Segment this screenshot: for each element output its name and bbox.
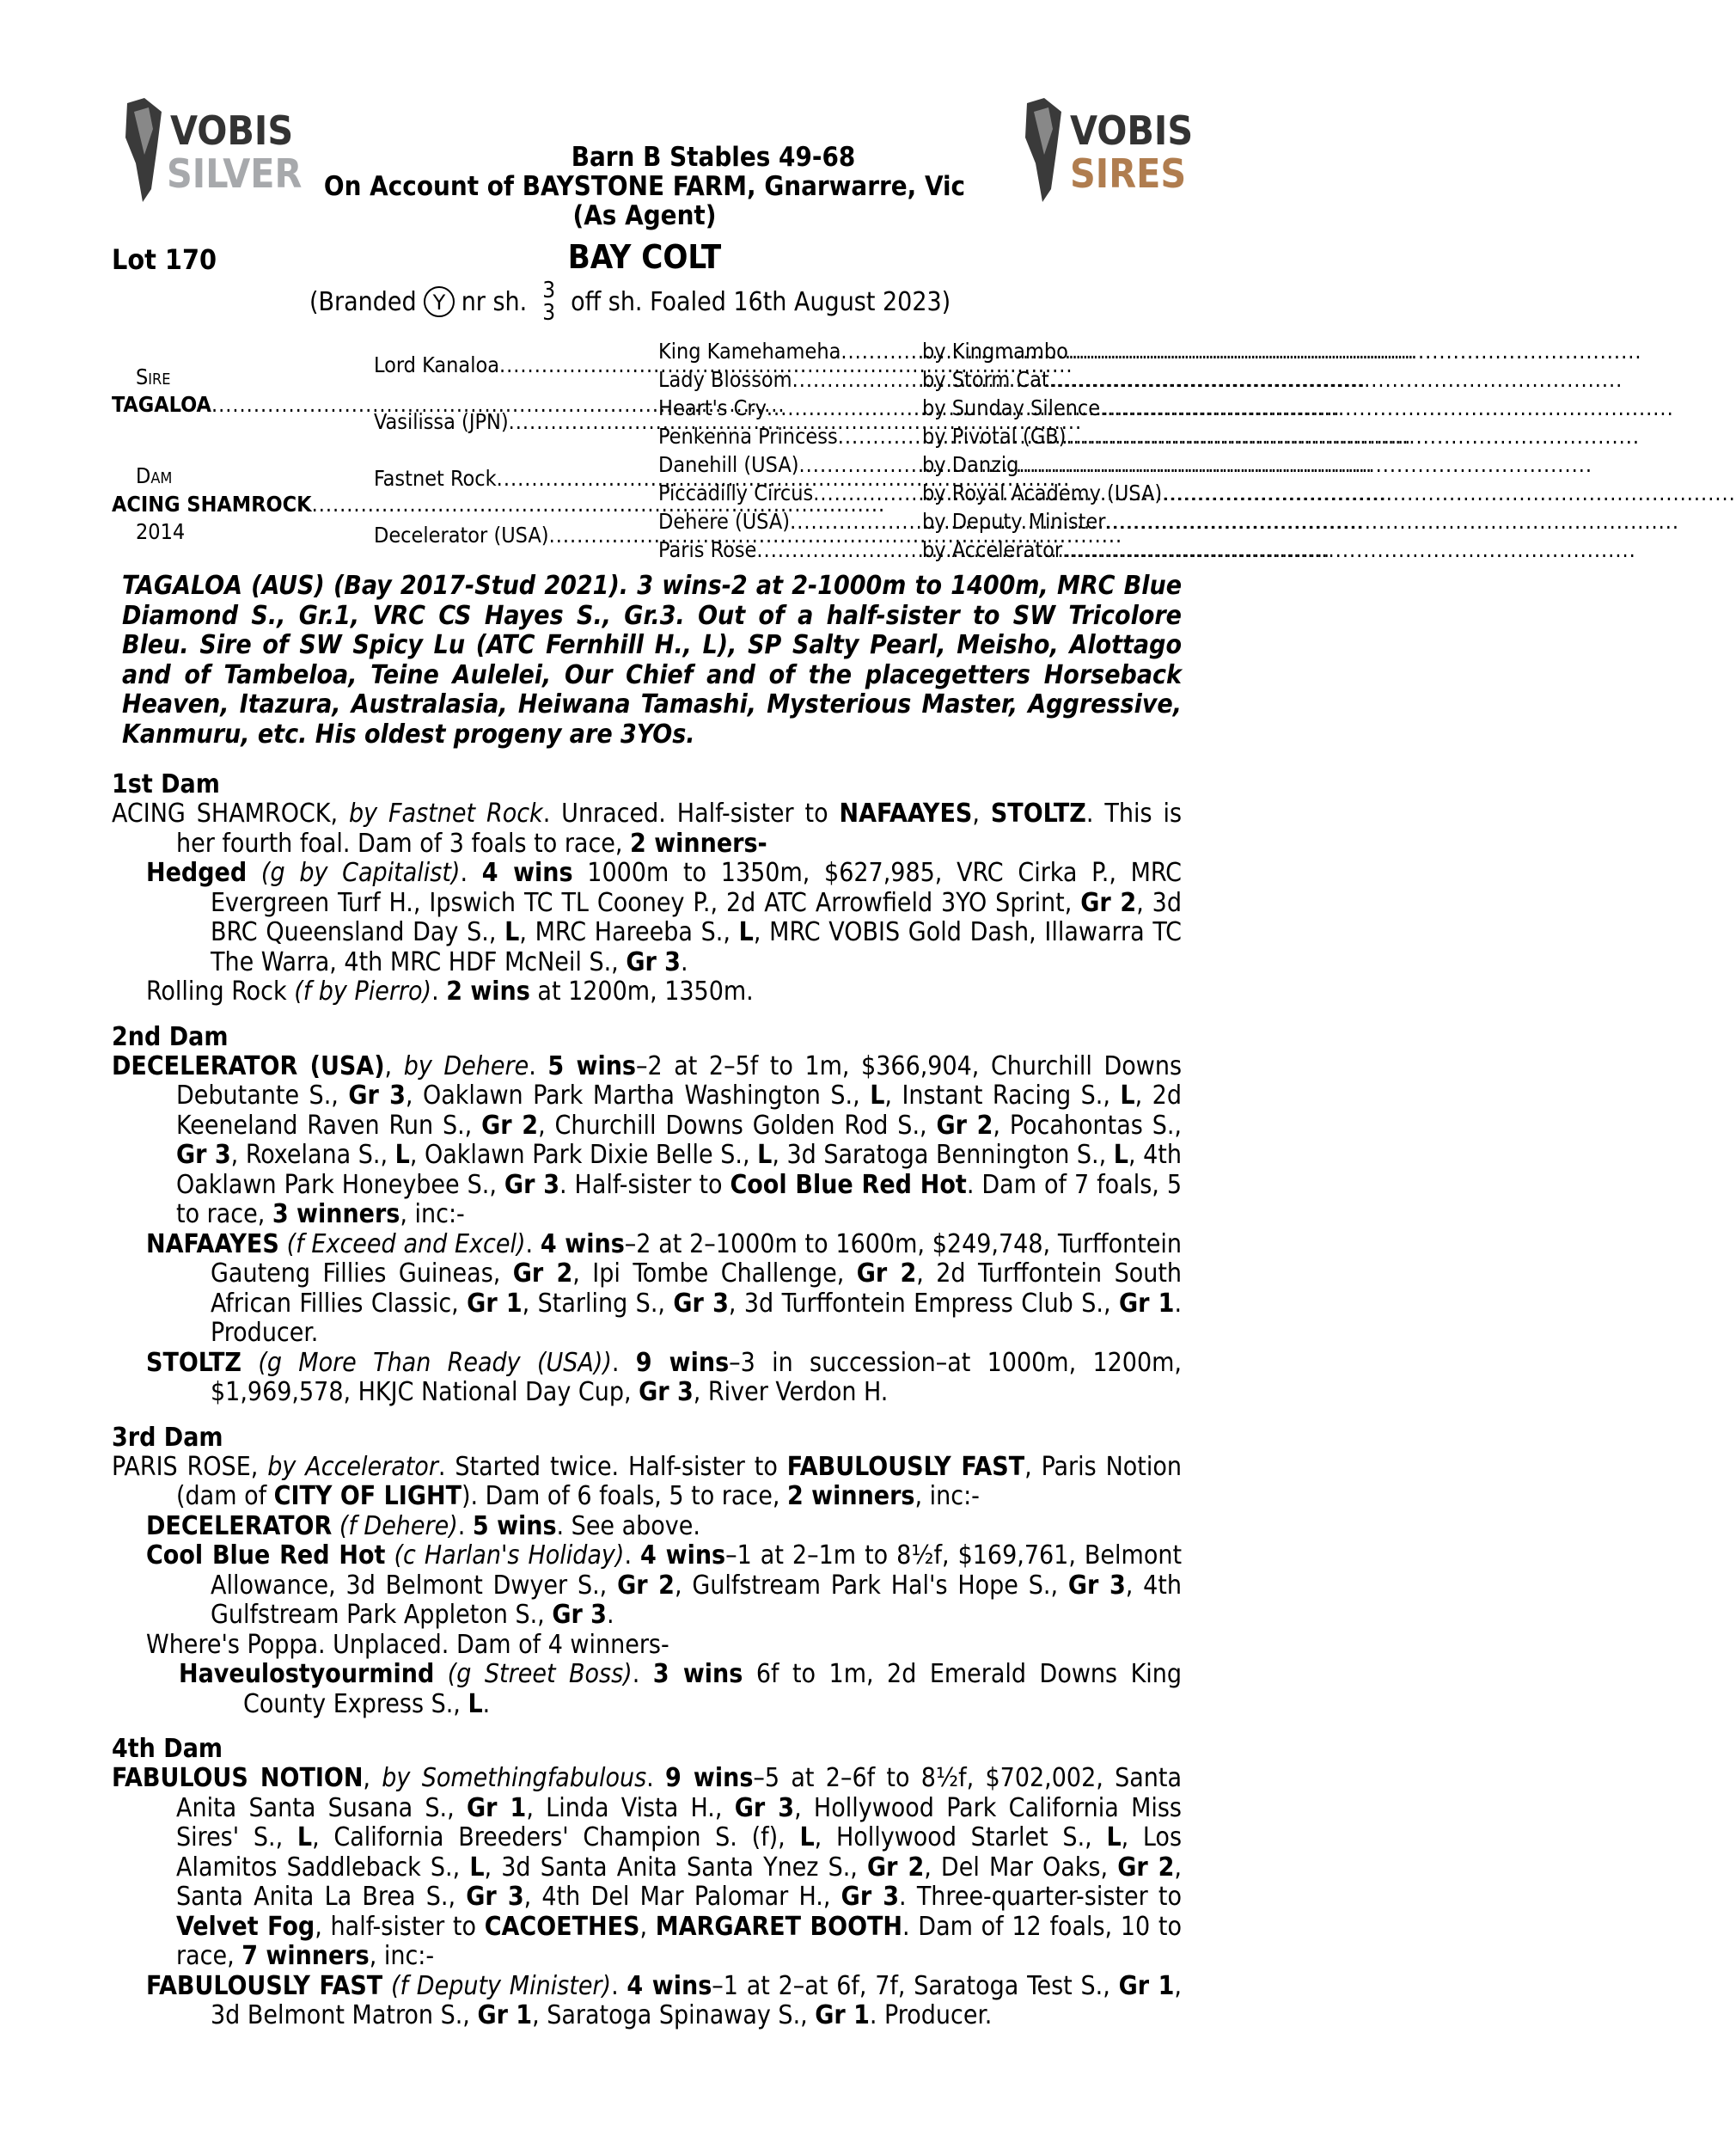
bold-text: Gr 2 bbox=[867, 1852, 925, 1883]
logo-text: VOBIS bbox=[170, 107, 294, 154]
bold-text: STOLTZ bbox=[146, 1347, 242, 1378]
bold-text: FABULOUSLY FAST bbox=[146, 1970, 383, 2001]
bold-text: 4 wins bbox=[627, 1970, 712, 2001]
bold-text: Cool Blue Red Hot bbox=[146, 1540, 386, 1570]
text: . bbox=[457, 1510, 473, 1541]
logo-text: SILVER bbox=[167, 150, 303, 197]
bold-text: Gr 2 bbox=[481, 1110, 539, 1141]
bold-text: Gr 3 bbox=[734, 1792, 795, 1823]
brand-suffix: off sh. Foaled 16th August 2023) bbox=[571, 286, 951, 317]
sire-summary: TAGALOA (AUS) (Bay 2017-Stud 2021). 3 wins-2 at 2-1000m to 1400m, MRC Blue Diamond S., Gr.1, VRC CS Hayes S., Gr.3. Out of a half-sister to SW Tricolore Bleu. Sire of SW Spicy Lu (ATC Fernhill H., L), SP Salty Pearl, Meisho, Alottago and of Tambeloa, Teine Aulelei, Our Chief and of the placegetters Horseback Heaven, Itazura, Australasia, Heiwana Tamashi, Mysterious Master, Aggressive, Kanmuru, etc. His oldest progeny are 3YOs. bbox=[122, 571, 1182, 750]
bold-text: L bbox=[394, 1140, 410, 1170]
brand-line bbox=[309, 279, 951, 324]
progeny-entry bbox=[112, 1631, 1182, 1661]
bold-text: Haveulostyourmind bbox=[179, 1659, 435, 1689]
bold-text: Gr 1 bbox=[467, 1288, 523, 1319]
text: –2 at 2–1000m to 1600m, $249,748, Turffontein Gauteng Fillies Guineas, bbox=[211, 1228, 1182, 1289]
pedigree-great-grandparent: Heart's Cry ..... bbox=[658, 394, 920, 422]
pedigree-great-grandparent: Penkenna Princess ..... bbox=[658, 422, 920, 450]
bold-text: 3 winners bbox=[272, 1199, 400, 1229]
text: , 3d Belmont Matron S., bbox=[211, 1970, 1182, 2030]
text: . bbox=[680, 946, 688, 977]
bold-text: DECELERATOR bbox=[146, 1510, 333, 1541]
dam-entry bbox=[112, 1764, 1182, 1972]
text: , MRC VOBIS Gold Dash, Illawarra TC The Warra, 4th MRC HDF McNeil S., bbox=[211, 917, 1182, 977]
bold-text: Gr 3 bbox=[626, 946, 681, 977]
text: . bbox=[632, 1659, 653, 1689]
bold-text: DECELERATOR (USA) bbox=[112, 1050, 385, 1081]
section-heading: 4th Dam bbox=[112, 1734, 223, 1764]
progeny-entry bbox=[112, 1660, 1182, 1719]
italic-text: (g More Than Ready (USA)) bbox=[258, 1347, 612, 1378]
bold-text: Gr 2 bbox=[617, 1570, 675, 1601]
section-heading: 2nd Dam bbox=[112, 1021, 229, 1052]
bold-text: 2 winners bbox=[787, 1481, 915, 1511]
bold-text: CACOETHES bbox=[484, 1911, 640, 1942]
pedigree-grandparent: Decelerator (USA) ..... bbox=[374, 521, 639, 549]
pedigree-great-grandparent: Danehill (USA) ..... bbox=[658, 450, 920, 479]
text: . bbox=[525, 1228, 541, 1259]
text: . Three-quarter-sister to bbox=[899, 1882, 1183, 1912]
brand-prefix: (Branded bbox=[309, 286, 417, 317]
text bbox=[241, 1348, 258, 1378]
text: , Instant Racing S., bbox=[884, 1081, 1121, 1111]
text: , Hollywood Starlet S., bbox=[814, 1822, 1107, 1852]
italic-text: (c Harlan's Holiday) bbox=[394, 1540, 625, 1570]
bold-text: Gr 1 bbox=[1118, 1288, 1175, 1319]
text: , bbox=[639, 1911, 656, 1942]
text: , Paris Notion (dam of bbox=[176, 1451, 1182, 1511]
text: . This is her fourth foal. Dam of 3 foals to race, bbox=[176, 799, 1183, 859]
text: Rolling Rock bbox=[146, 977, 295, 1007]
italic-text: (g Street Boss) bbox=[447, 1659, 633, 1689]
bold-text: 5 wins bbox=[472, 1510, 557, 1541]
section-heading: 3rd Dam bbox=[112, 1422, 223, 1453]
bold-text: Gr 1 bbox=[1118, 1970, 1175, 2001]
section-heading: 1st Dam bbox=[112, 769, 220, 799]
pedigree-great-grandparent: Piccadilly Circus ..... bbox=[658, 479, 920, 507]
pedigree-sire-of: by Sunday Silence ..... bbox=[922, 394, 1177, 422]
italic-text: (f Exceed and Excel) bbox=[286, 1228, 526, 1259]
text: , Starling S., bbox=[522, 1288, 674, 1319]
dam-year: 2014 bbox=[136, 519, 186, 544]
italic-text: by Somethingfabulous bbox=[382, 1763, 647, 1793]
pedigree-table bbox=[112, 337, 1195, 564]
text: . bbox=[529, 1050, 548, 1081]
bold-text: Gr 2 bbox=[1080, 887, 1137, 918]
pedigree-grandparent: Fastnet Rock ..... bbox=[374, 464, 639, 493]
text: . Producer. bbox=[869, 2000, 993, 2030]
frac-top: 3 bbox=[542, 278, 556, 303]
pedigree-sire-of: by Deputy Minister ..... bbox=[922, 507, 1177, 536]
bold-text: 4 wins bbox=[481, 858, 573, 888]
bold-text: L bbox=[1113, 1140, 1128, 1170]
text: . bbox=[460, 858, 482, 888]
bold-text: Gr 3 bbox=[504, 1169, 559, 1200]
bold-text: 2 winners- bbox=[630, 828, 767, 859]
bold-text: FABULOUS NOTION bbox=[112, 1763, 364, 1793]
bold-text: Hedged bbox=[146, 858, 248, 888]
bold-text: L bbox=[468, 1688, 483, 1719]
text: PARIS ROSE, bbox=[112, 1451, 268, 1482]
text: , 3d BRC Queensland Day S., bbox=[211, 887, 1182, 947]
bold-text: Gr 3 bbox=[466, 1882, 524, 1912]
bold-text: Gr 3 bbox=[639, 1377, 694, 1407]
bold-text: MARGARET BOOTH bbox=[655, 1911, 903, 1942]
text: , 4th Oaklawn Park Honeybee S., bbox=[176, 1140, 1182, 1200]
bold-text: Gr 3 bbox=[552, 1600, 607, 1630]
header-vendor: On Account of BAYSTONE FARM, Gnarwarre, Vic bbox=[323, 171, 966, 202]
text: –2 at 2–5f to 1m, $366,904, Churchill Downs Debutante S., bbox=[176, 1050, 1183, 1111]
progeny-entry bbox=[112, 1230, 1182, 1349]
bold-text: 7 winners bbox=[241, 1941, 370, 1971]
text: . Unraced. Half-sister to bbox=[542, 799, 840, 829]
text: , River Verdon H. bbox=[693, 1377, 889, 1407]
text: , 3d Santa Anita Santa Ynez S., bbox=[484, 1852, 868, 1883]
text: , Los Alamitos Saddleback S., bbox=[176, 1822, 1183, 1883]
bold-text: Gr 2 bbox=[512, 1258, 573, 1289]
text bbox=[279, 1229, 287, 1259]
text: , inc:- bbox=[400, 1199, 465, 1229]
text: –3 in succession–at 1000m, 1200m, $1,969,578, HKJC National Day Cup, bbox=[211, 1347, 1183, 1407]
text bbox=[385, 1540, 394, 1570]
progeny-entry bbox=[112, 1972, 1182, 2031]
bold-text: STOLTZ bbox=[990, 799, 1086, 829]
sire-name: TAGALOA ..... bbox=[112, 390, 348, 419]
header-stables: Barn B Stables 49-68 bbox=[571, 142, 856, 173]
pedigree-great-grandparent: Paris Rose ..... bbox=[658, 536, 920, 564]
text: . Half-sister to bbox=[559, 1169, 730, 1200]
dam-entry bbox=[112, 799, 1182, 859]
text: , Churchill Downs Golden Rod S., bbox=[538, 1110, 937, 1141]
bold-text: Gr 3 bbox=[673, 1288, 729, 1319]
pedigree-sire-of: by Accelerator ..... bbox=[922, 536, 1177, 564]
brand-fraction bbox=[542, 279, 555, 324]
italic-text: (f Dehere) bbox=[339, 1510, 458, 1541]
text: . bbox=[431, 977, 447, 1007]
bold-text: L bbox=[738, 917, 754, 947]
text: , bbox=[972, 799, 991, 829]
text: , Del Mar Oaks, bbox=[924, 1852, 1118, 1883]
text: , California Breeders' Champion S. (f), bbox=[312, 1822, 800, 1852]
bold-text: NAFAAYES bbox=[839, 799, 973, 829]
bold-text: Gr 1 bbox=[466, 1792, 527, 1823]
text: , 2d Keeneland Raven Run S., bbox=[176, 1081, 1182, 1141]
text: , bbox=[384, 1050, 404, 1081]
pedigree-great-grandparent: King Kamehameha ..... bbox=[658, 337, 920, 365]
dam-entry bbox=[112, 1453, 1182, 1512]
bold-text: NAFAAYES bbox=[146, 1228, 279, 1259]
text: , Oaklawn Park Martha Washington S., bbox=[405, 1081, 871, 1111]
text: , Pocahontas S., bbox=[993, 1110, 1182, 1141]
bold-text: Gr 2 bbox=[856, 1258, 917, 1289]
header-agent: (As Agent) bbox=[572, 200, 717, 231]
bold-text: 2 wins bbox=[446, 977, 530, 1007]
text: ACING SHAMROCK, bbox=[112, 799, 349, 829]
text: , Santa Anita La Brea S., bbox=[176, 1852, 1182, 1912]
pedigree-great-grandparent: Lady Blossom ..... bbox=[658, 365, 920, 394]
bold-text: L bbox=[757, 1140, 773, 1170]
dam-entry bbox=[112, 1052, 1182, 1230]
progeny-entry bbox=[112, 1512, 1182, 1542]
logo-text: VOBIS bbox=[1070, 107, 1194, 154]
progeny-entry bbox=[112, 1541, 1182, 1631]
text: , Roxelana S., bbox=[230, 1140, 395, 1170]
text: ). Dam of 6 foals, 5 to race, bbox=[462, 1481, 788, 1511]
text bbox=[332, 1511, 339, 1541]
text: , Ipi Tombe Challenge, bbox=[572, 1258, 857, 1289]
text: , Saratoga Spinaway S., bbox=[532, 2000, 816, 2030]
bold-text: L bbox=[1120, 1081, 1135, 1111]
logo-text: SIRES bbox=[1070, 150, 1187, 197]
text: Where's Poppa. Unplaced. Dam of 4 winners- bbox=[146, 1629, 669, 1660]
text: –1 at 2–1m to 8½f, $169,761, Belmont Allowance, 3d Belmont Dwyer S., bbox=[211, 1540, 1183, 1601]
sire-label: Sire bbox=[136, 364, 171, 389]
bold-text: L bbox=[296, 1822, 313, 1852]
bold-text: 4 wins bbox=[540, 1228, 625, 1259]
text: , 3d Turffontein Empress Club S., bbox=[728, 1288, 1119, 1319]
text: , 3d Saratoga Bennington S., bbox=[772, 1140, 1114, 1170]
pedigree-grandparent: Lord Kanaloa ..... bbox=[374, 351, 639, 379]
text: 1000m to 1350m, $627,985, VRC Cirka P., MRC Evergreen Turf H., Ipswich TC TL Cooney P., 2d ATC Arrowfield 3YO Sprint, bbox=[211, 858, 1183, 918]
bold-text: 9 wins bbox=[665, 1763, 754, 1793]
progeny-entry bbox=[112, 859, 1182, 977]
page-title: BAY COLT bbox=[567, 238, 722, 276]
progeny-entry bbox=[112, 977, 1182, 1007]
catalogue-body bbox=[112, 572, 1182, 2031]
text: , Oaklawn Park Dixie Belle S., bbox=[409, 1140, 758, 1170]
bold-text: L bbox=[504, 917, 520, 947]
text: , MRC Hareeba S., bbox=[519, 917, 739, 947]
text: . Dam of 7 foals, 5 to race, bbox=[176, 1169, 1182, 1229]
progeny-entry bbox=[112, 1349, 1182, 1408]
text: . bbox=[482, 1688, 491, 1719]
italic-text: by Fastnet Rock bbox=[349, 799, 543, 829]
pedigree-sire-of: by Storm Cat ..... bbox=[922, 365, 1177, 394]
bold-text: FABULOUSLY FAST bbox=[786, 1451, 1025, 1482]
dam-name: ACING SHAMROCK ..... bbox=[112, 490, 348, 518]
italic-text: by Accelerator bbox=[267, 1451, 438, 1482]
text: . Dam of 12 foals, 10 to race, bbox=[176, 1911, 1182, 1971]
pedigree-grandparent: Vasilissa (JPN) ..... bbox=[374, 407, 639, 436]
pedigree-sire-of: by Kingmambo ..... bbox=[922, 337, 1177, 365]
bold-text: L bbox=[870, 1081, 885, 1111]
pedigree-sire-of: by Pivotal (GB) ..... bbox=[922, 422, 1177, 450]
text: , 4th Del Mar Palomar H., bbox=[523, 1882, 841, 1912]
bold-text: 4 wins bbox=[640, 1540, 726, 1570]
bold-text: 3 wins bbox=[652, 1659, 743, 1689]
text: , Linda Vista H., bbox=[526, 1792, 735, 1823]
bold-text: Velvet Fog bbox=[176, 1911, 315, 1942]
text bbox=[434, 1659, 448, 1689]
bold-text: Gr 2 bbox=[1117, 1852, 1175, 1883]
frac-bottom: 3 bbox=[542, 300, 556, 326]
bold-text: 5 wins bbox=[547, 1050, 636, 1081]
text: . bbox=[611, 1347, 636, 1378]
text: , Hollywood Park California Miss Sires' S., bbox=[176, 1792, 1182, 1852]
bold-text: Gr 3 bbox=[1067, 1570, 1126, 1601]
text: , 2d Turffontein South African Fillies Classic, bbox=[211, 1258, 1183, 1319]
italic-text: by Dehere bbox=[403, 1050, 529, 1081]
text bbox=[247, 858, 261, 888]
brand-near: nr sh. bbox=[461, 286, 528, 317]
bold-text: 9 wins bbox=[635, 1347, 730, 1378]
text: , half-sister to bbox=[315, 1911, 485, 1942]
pedigree-sire-of: by Royal Academy (USA) ..... bbox=[922, 479, 1197, 507]
bold-text: L bbox=[799, 1822, 815, 1852]
brand-symbol-icon bbox=[422, 285, 456, 319]
text: . bbox=[611, 1970, 627, 2001]
text: . bbox=[624, 1540, 641, 1570]
italic-text: (g by Capitalist) bbox=[260, 858, 461, 888]
text: –1 at 2–at 6f, 7f, Saratoga Test S., bbox=[712, 1970, 1119, 2001]
bold-text: Gr 2 bbox=[936, 1110, 993, 1141]
italic-text: (f by Pierro) bbox=[294, 977, 432, 1007]
text: , inc:- bbox=[914, 1481, 980, 1511]
pedigree-sire-of: by Danzig ..... bbox=[922, 450, 1177, 479]
bold-text: L bbox=[1106, 1822, 1122, 1852]
bold-text: L bbox=[469, 1852, 485, 1883]
text: . bbox=[606, 1600, 614, 1630]
text: , inc:- bbox=[369, 1941, 435, 1971]
dam-label: Dam bbox=[136, 463, 173, 488]
bold-text: CITY OF LIGHT bbox=[273, 1481, 462, 1511]
bold-text: Gr 3 bbox=[840, 1882, 899, 1912]
text: . See above. bbox=[556, 1510, 700, 1541]
text: , 4th Gulfstream Park Appleton S., bbox=[211, 1570, 1182, 1630]
text: at 1200m, 1350m. bbox=[529, 977, 754, 1007]
lot-number: Lot 170 bbox=[112, 243, 217, 276]
bold-text: Gr 1 bbox=[477, 2000, 533, 2030]
bold-text: Gr 3 bbox=[348, 1081, 406, 1111]
text: , bbox=[363, 1763, 382, 1793]
svg-text:Y: Y bbox=[432, 291, 446, 315]
text: . bbox=[646, 1763, 666, 1793]
bold-text: Gr 1 bbox=[815, 2000, 870, 2030]
pedigree-great-grandparent: Dehere (USA) ..... bbox=[658, 507, 920, 536]
text: , Gulfstream Park Hal's Hope S., bbox=[674, 1570, 1068, 1601]
text: 6f to 1m, 2d Emerald Downs King County Express S., bbox=[243, 1659, 1183, 1719]
italic-text: (f Deputy Minister) bbox=[391, 1970, 612, 2001]
text bbox=[382, 1971, 391, 2001]
text: . Started twice. Half-sister to bbox=[437, 1451, 787, 1482]
bold-text: Cool Blue Red Hot bbox=[730, 1169, 967, 1200]
text: . Producer. bbox=[211, 1288, 1183, 1348]
bold-text: Gr 3 bbox=[176, 1140, 231, 1170]
text: –5 at 2–6f to 8½f, $702,002, Santa Anita Santa Susana S., bbox=[176, 1763, 1183, 1823]
